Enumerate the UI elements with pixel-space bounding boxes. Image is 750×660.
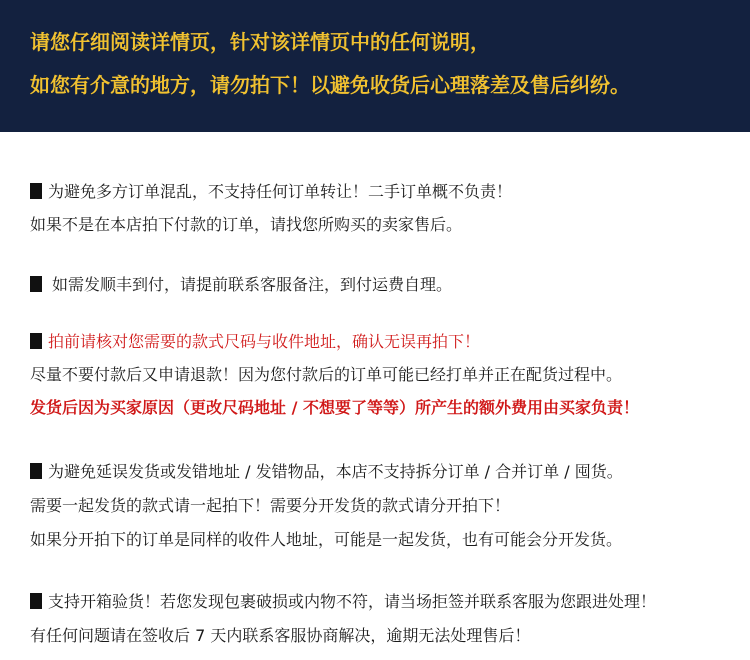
square-bullet-icon bbox=[30, 333, 42, 349]
banner-line-2: 如您有介意的地方，请勿拍下！以避免收货后心理落差及售后纠纷。 bbox=[30, 73, 630, 97]
square-bullet-icon bbox=[30, 463, 42, 479]
notice-1-line-2: 如果不是在本店拍下付款的订单，请找您所购买的卖家售后。 bbox=[30, 215, 463, 234]
notice-5-text-1: 支持开箱验货！若您发现包裹破损或内物不符，请当场拒签并联系客服为您跟进处理！ bbox=[48, 592, 657, 611]
notice-3-text-1: 拍前请核对您需要的款式尺码与收件地址，确认无误再拍下！ bbox=[48, 332, 481, 351]
notice-3-line-2: 尽量不要付款后又申请退款！因为您付款后的订单可能已经打单并正在配货过程中。 bbox=[30, 365, 623, 384]
notice-3-line-1 bbox=[30, 332, 480, 352]
notice-list bbox=[0, 132, 750, 660]
notice-4-line-3: 如果分开拍下的订单是同样的收件人地址，可能是一起发货，也有可能会分开发货。 bbox=[30, 530, 623, 549]
header-banner bbox=[0, 0, 750, 132]
notice-2-line-1 bbox=[30, 275, 452, 295]
notice-1-line-1 bbox=[30, 182, 512, 202]
square-bullet-icon bbox=[30, 593, 42, 609]
notice-5-line-1 bbox=[30, 592, 656, 612]
notice-3-line-3: 发货后因为买家原因（更改尺码地址 / 不想要了等等）所产生的额外费用由买家负责！ bbox=[30, 398, 639, 417]
square-bullet-icon bbox=[30, 276, 42, 292]
notice-1-text-1: 为避免多方订单混乱，不支持任何订单转让！二手订单概不负责！ bbox=[48, 182, 513, 201]
notice-4-line-1 bbox=[30, 462, 623, 482]
square-bullet-icon bbox=[30, 183, 42, 199]
notice-2-text-1: 如需发顺丰到付，请提前联系客服备注，到付运费自理。 bbox=[52, 275, 453, 294]
notice-4-line-2: 需要一起发货的款式请一起拍下！需要分开发货的款式请分开拍下！ bbox=[30, 496, 511, 515]
banner-line-1: 请您仔细阅读详情页，针对该详情页中的任何说明， bbox=[30, 30, 490, 54]
notice-5-line-2: 有任何问题请在签收后 7 天内联系客服协商解决，逾期无法处理售后！ bbox=[30, 626, 531, 645]
notice-4-text-1: 为避免延误发货或发错地址 / 发错物品，本店不支持拆分订单 / 合并订单 / 囤货。 bbox=[48, 462, 623, 481]
